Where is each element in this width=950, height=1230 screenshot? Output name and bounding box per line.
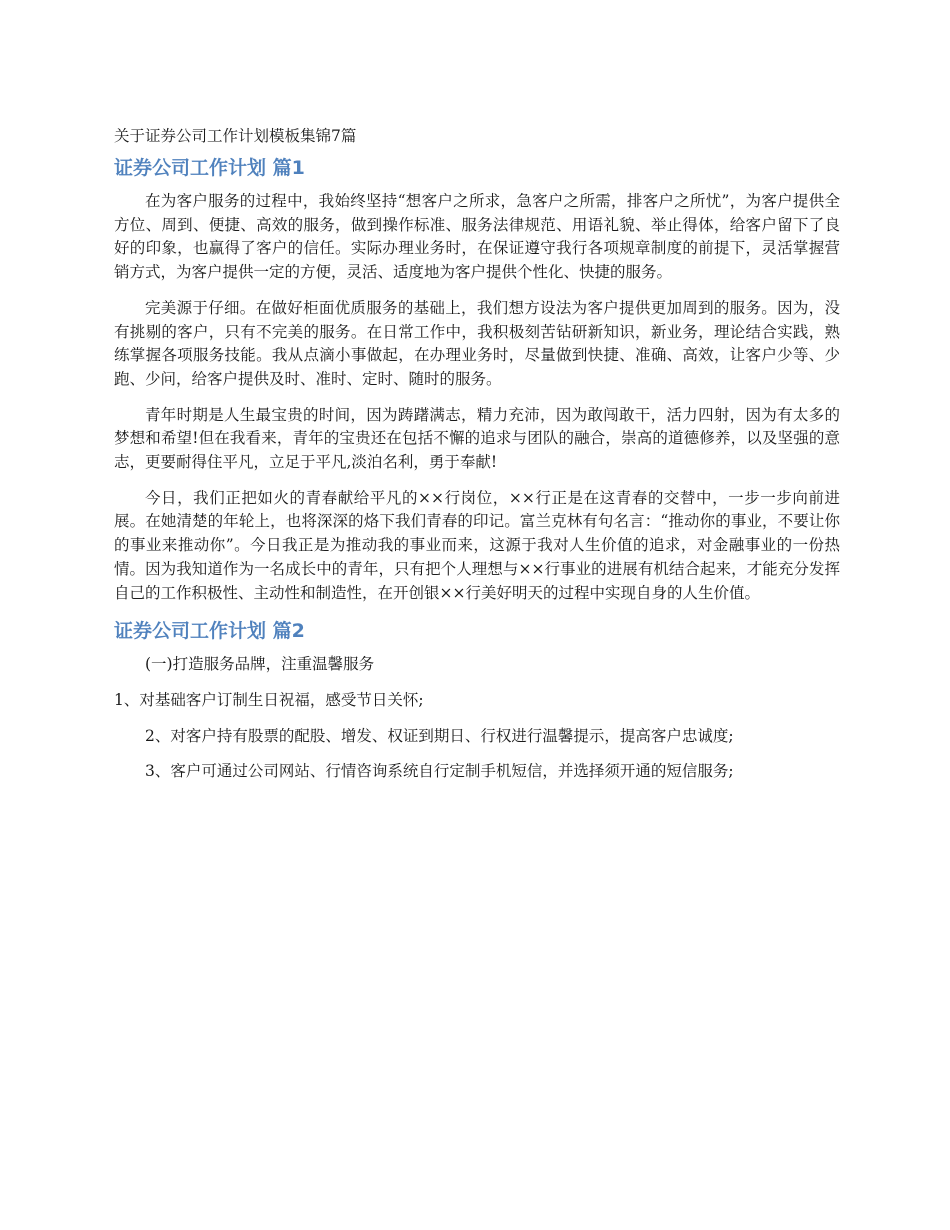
document-page <box>114 124 840 796</box>
list-item: 1、对基础客户订制生日祝福，感受节日关怀; <box>114 690 424 709</box>
document-title: 关于证券公司工作计划模板集锦7篇 <box>114 127 357 145</box>
section-2 <box>114 617 840 784</box>
section-heading: 证券公司工作计划 篇1 <box>114 157 305 179</box>
paragraph: 完美源于仔细。在做好柜面优质服务的基础上，我们想方设法为客户提供更加周到的服务。因为，没有挑剔的客户，只有不完美的服务。在日常工作中，我积极刻苦钻研新知识，新业务，理论结合实践，熟练掌握各项服务技能。我从点滴小事做起，在办理业务时，尽量做到快捷、准确、高效，让客户少等、少跑、少问，给客户提供及时、准时、定时、随时的服务。 <box>114 298 840 388</box>
paragraph: 在为客户服务的过程中，我始终坚持“想客户之所求，急客户之所需，排客户之所忧”，为客户提供全方位、周到、便捷、高效的服务，做到操作标准、服务法律规范、用语礼貌、举止得体，给客户留下了良好的印象，也赢得了客户的信任。实际办理业务时，在保证遵守我行各项规章制度的前提下，灵活掌握营销方式，为客户提供一定的方便，灵活、适度地为客户提供个性化、快捷的服务。 <box>114 192 840 282</box>
section-heading: 证券公司工作计划 篇2 <box>114 620 305 643</box>
paragraph: 今日，我们正把如火的青春献给平凡的××行岗位，××行正是在这青春的交替中，一步一步向前进展。在她清楚的年轮上，也将深深的烙下我们青春的印记。富兰克林有句名言：“推动你的事业，不要让你的事业来推动你”。今日我正是为推动我的事业而来，这源于我对人生价值的追求，对金融事业的一份热情。因为我知道作为一名成长中的青年，只有把个人理想与××行事业的进展有机结合起来，才能充分发挥自己的工作积极性、主动性和制造性，在开创银××行美好明天的过程中实现自身的人生价值。 <box>114 488 840 602</box>
list-item: 3、客户可通过公司网站、行情咨询系统自行定制手机短信，并选择须开通的短信服务; <box>145 762 734 781</box>
section-1 <box>114 154 840 605</box>
list-item: 2、对客户持有股票的配股、增发、权证到期日、行权进行温馨提示，提高客户忠诚度; <box>145 726 734 745</box>
paragraph: 青年时期是人生最宝贵的时间，因为踌躇满志，精力充沛，因为敢闯敢干，活力四射，因为有太多的梦想和希望!但在我看来，青年的宝贵还在包括不懈的追求与团队的融合，崇高的道德修养，以及坚强的意志，更要耐得住平凡，立足于平凡,淡泊名利，勇于奉献! <box>114 405 840 472</box>
paragraph: (一)打造服务品牌，注重温馨服务 <box>145 655 375 674</box>
